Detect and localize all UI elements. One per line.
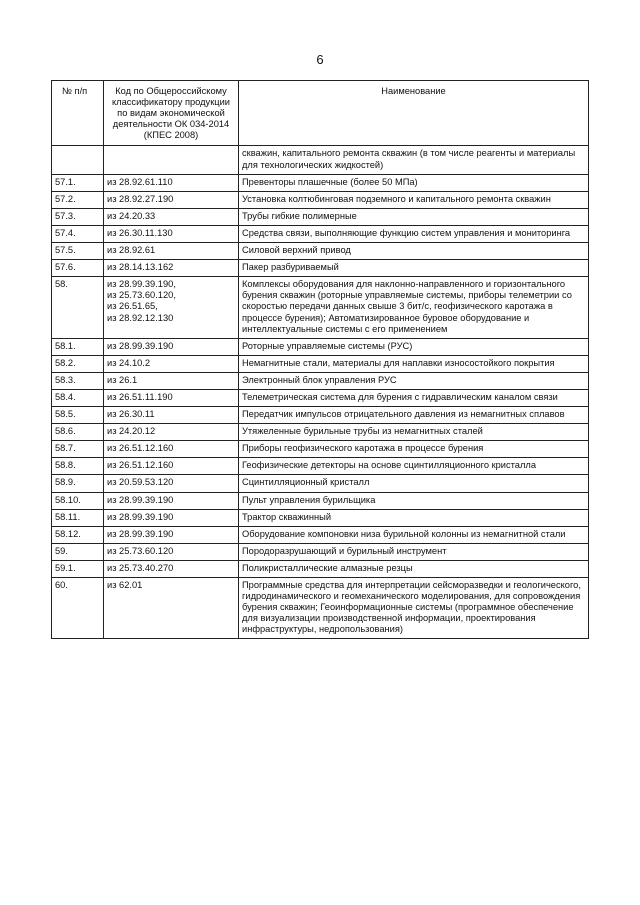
cell-number: 58.9. bbox=[52, 475, 104, 492]
cell-number: 58.5. bbox=[52, 407, 104, 424]
table-header-row bbox=[52, 81, 589, 146]
cell-code: из 25.73.40.270 bbox=[104, 560, 239, 577]
cell-name: Роторные управляемые системы (РУС) bbox=[239, 338, 589, 355]
cell-code: из 24.10.2 bbox=[104, 355, 239, 372]
continuation-row bbox=[52, 146, 589, 174]
cell-code: из 28.99.39.190 bbox=[104, 509, 239, 526]
cell-name: Средства связи, выполняющие функцию систем управления и мониторинга bbox=[239, 225, 589, 242]
table-row bbox=[52, 509, 589, 526]
cell-number bbox=[52, 146, 104, 174]
cell-number: 58.2. bbox=[52, 355, 104, 372]
cell-name: Программные средства для интерпретации сейсморазведки и геологического, гидродинамического и геомеханического моделирования, для сопровождения бурения скважин; Геоинформационные системы (программное обеспечение для визуализации производственной информации, проектирования инфраструктуры, недропользования) bbox=[239, 578, 589, 639]
cell-code: из 28.99.39.190 bbox=[104, 492, 239, 509]
cell-number: 58.10. bbox=[52, 492, 104, 509]
table-row bbox=[52, 526, 589, 543]
cell-name: Поликристаллические алмазные резцы bbox=[239, 560, 589, 577]
cell-number: 57.6. bbox=[52, 260, 104, 277]
table-row bbox=[52, 277, 589, 338]
cell-code: из 62.01 bbox=[104, 578, 239, 639]
cell-name: Превенторы плашечные (более 50 МПа) bbox=[239, 174, 589, 191]
cell-code: из 26.30.11 bbox=[104, 407, 239, 424]
cell-name: Приборы геофизического каротажа в процессе бурения bbox=[239, 441, 589, 458]
cell-name: Пакер разбуриваемый bbox=[239, 260, 589, 277]
page-number: 6 bbox=[316, 52, 324, 67]
cell-code: из 28.99.39.190 bbox=[104, 338, 239, 355]
header-code: Код по Общероссийскому классификатору продукции по видам экономической деятельности ОК 034-2014 (КПЕС 2008) bbox=[104, 81, 239, 146]
cell-code: из 26.30.11.130 bbox=[104, 225, 239, 242]
table-row bbox=[52, 355, 589, 372]
cell-number: 58.12. bbox=[52, 526, 104, 543]
cell-name: Электронный блок управления РУС bbox=[239, 372, 589, 389]
header-name: Наименование bbox=[239, 81, 589, 146]
cell-name: Сцинтилляционный кристалл bbox=[239, 475, 589, 492]
cell-name: Утяжеленные бурильные трубы из немагнитных сталей bbox=[239, 424, 589, 441]
cell-number: 58.1. bbox=[52, 338, 104, 355]
table-row bbox=[52, 492, 589, 509]
table-row bbox=[52, 560, 589, 577]
cell-name: Силовой верхний привод bbox=[239, 243, 589, 260]
table-row bbox=[52, 424, 589, 441]
cell-name: Трактор скважинный bbox=[239, 509, 589, 526]
cell-code: из 25.73.60.120 bbox=[104, 543, 239, 560]
continuation-text: скважин, капитального ремонта скважин (в том числе реагенты и материалы для технологических жидкостей) bbox=[239, 146, 589, 174]
table-row bbox=[52, 543, 589, 560]
header-number: № п/п bbox=[52, 81, 104, 146]
cell-code: из 26.1 bbox=[104, 372, 239, 389]
cell-name: Геофизические детекторы на основе сцинтилляционного кристалла bbox=[239, 458, 589, 475]
cell-code: из 24.20.33 bbox=[104, 208, 239, 225]
cell-number: 58.6. bbox=[52, 424, 104, 441]
table-row bbox=[52, 225, 589, 242]
cell-number: 57.3. bbox=[52, 208, 104, 225]
table-row bbox=[52, 338, 589, 355]
cell-code bbox=[104, 146, 239, 174]
cell-code: из 28.99.39.190 bbox=[104, 526, 239, 543]
cell-number: 58.7. bbox=[52, 441, 104, 458]
table-row bbox=[52, 191, 589, 208]
cell-number: 58.4. bbox=[52, 389, 104, 406]
cell-code: из 28.14.13.162 bbox=[104, 260, 239, 277]
cell-code: из 28.99.39.190, из 25.73.60.120, из 26.51.65, из 28.92.12.130 bbox=[104, 277, 239, 338]
cell-name: Немагнитные стали, материалы для наплавки износостойкого покрытия bbox=[239, 355, 589, 372]
equipment-table bbox=[51, 80, 589, 639]
cell-number: 60. bbox=[52, 578, 104, 639]
cell-number: 57.5. bbox=[52, 243, 104, 260]
table-row bbox=[52, 475, 589, 492]
table-row bbox=[52, 208, 589, 225]
cell-code: из 26.51.11.190 bbox=[104, 389, 239, 406]
cell-name: Породоразрушающий и бурильный инструмент bbox=[239, 543, 589, 560]
cell-number: 58.3. bbox=[52, 372, 104, 389]
cell-name: Оборудование компоновки низа бурильной колонны из немагнитной стали bbox=[239, 526, 589, 543]
table-row bbox=[52, 458, 589, 475]
table-row bbox=[52, 389, 589, 406]
cell-code: из 28.92.61 bbox=[104, 243, 239, 260]
cell-number: 58. bbox=[52, 277, 104, 338]
table-body bbox=[52, 146, 589, 639]
cell-number: 57.1. bbox=[52, 174, 104, 191]
table-row bbox=[52, 407, 589, 424]
table-row bbox=[52, 243, 589, 260]
cell-number: 58.8. bbox=[52, 458, 104, 475]
cell-name: Трубы гибкие полимерные bbox=[239, 208, 589, 225]
table-row bbox=[52, 441, 589, 458]
cell-number: 59.1. bbox=[52, 560, 104, 577]
table-row bbox=[52, 174, 589, 191]
table-row bbox=[52, 372, 589, 389]
cell-name: Комплексы оборудования для наклонно-направленного и горизонтального бурения скважин (роторные управляемые системы, приборы телеметрии со скоростью передачи данных свыше 3 бит/с, геофизического каротажа в процессе бурения); Автоматизированное буровое оборудование и интеллектуальные системы с его применением bbox=[239, 277, 589, 338]
cell-number: 59. bbox=[52, 543, 104, 560]
cell-code: из 24.20.12 bbox=[104, 424, 239, 441]
cell-number: 57.4. bbox=[52, 225, 104, 242]
cell-code: из 28.92.27.190 bbox=[104, 191, 239, 208]
cell-code: из 26.51.12.160 bbox=[104, 458, 239, 475]
table-row bbox=[52, 260, 589, 277]
cell-code: из 20.59.53.120 bbox=[104, 475, 239, 492]
cell-name: Телеметрическая система для бурения с гидравлическим каналом связи bbox=[239, 389, 589, 406]
cell-name: Установка колтюбинговая подземного и капитального ремонта скважин bbox=[239, 191, 589, 208]
cell-number: 58.11. bbox=[52, 509, 104, 526]
cell-code: из 28.92.61.110 bbox=[104, 174, 239, 191]
cell-code: из 26.51.12.160 bbox=[104, 441, 239, 458]
cell-name: Передатчик импульсов отрицательного давления из немагнитных сплавов bbox=[239, 407, 589, 424]
table-row bbox=[52, 578, 589, 639]
cell-name: Пульт управления бурильщика bbox=[239, 492, 589, 509]
cell-number: 57.2. bbox=[52, 191, 104, 208]
